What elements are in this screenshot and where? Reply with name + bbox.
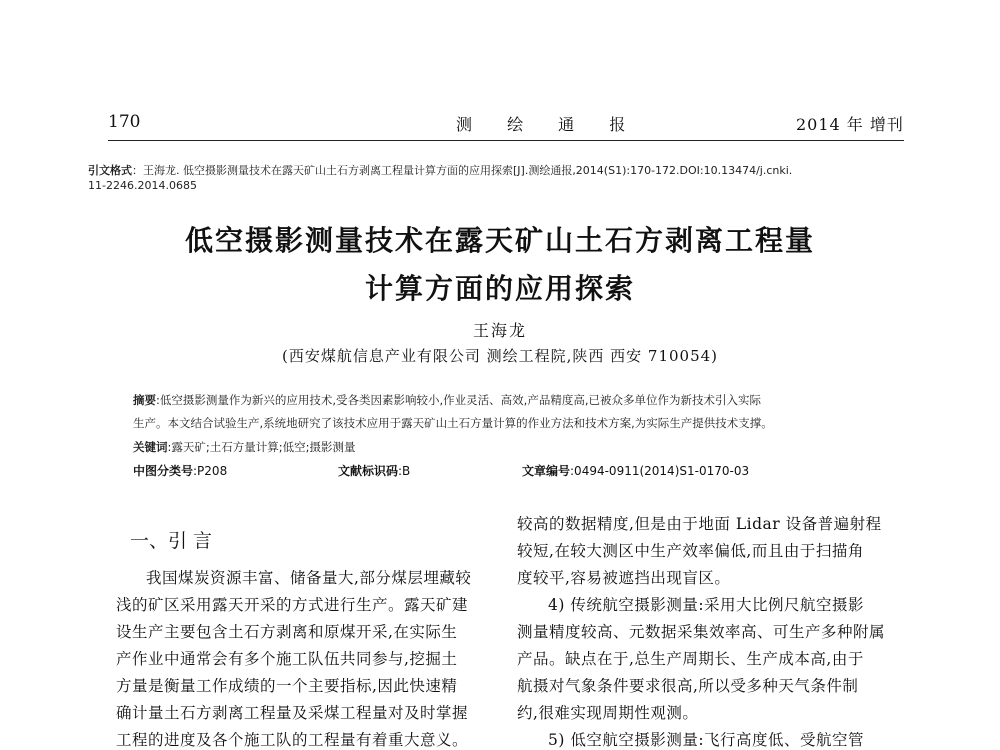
abstract-line-1	[133, 392, 761, 408]
left-col-line: 我国煤炭资源丰富、储备量大,部分煤层埋藏较	[146, 569, 472, 587]
doc-code-label: 文献标识码	[338, 464, 399, 478]
abstract-label: 摘要	[133, 393, 156, 407]
right-col-line: 产品。缺点在于,总生产周期长、生产成本高,由于	[517, 650, 864, 668]
citation-text-1: ：王海龙. 低空摄影测量技术在露天矿山土石方剥离工程量计算方面的应用探索[J].测绘通报,2014(S1):170-172.DOI:10.13474/j.cnki.	[132, 164, 793, 177]
right-col-line: 较高的数据精度,但是由于地面 Lidar 设备普遍射程	[517, 515, 882, 533]
left-col-line: 工程的进度及各个施工队的工程量有着重大意义。	[116, 731, 469, 749]
citation-line-2: 11-2246.2014.0685	[88, 179, 197, 192]
left-col-line: 设生产主要包含土石方剥离和原煤开采,在实际生	[116, 623, 458, 641]
doc-code-value: :B	[398, 464, 411, 478]
article-no-value: :0494-0911(2014)S1-0170-03	[570, 464, 750, 478]
citation-line-1	[88, 162, 792, 178]
title-line-2: 计算方面的应用探索	[364, 272, 635, 305]
article-no-label: 文章编号	[522, 464, 571, 478]
left-col-line: 方量是衡量工作成绩的一个主要指标,因此快速精	[116, 677, 458, 695]
right-col-line: 度较平,容易被遮挡出现盲区。	[517, 569, 731, 587]
keywords-text: :露天矿;土石方量计算;低空;摄影测量	[167, 440, 356, 454]
header-rule	[108, 140, 904, 141]
abstract-line-2: 生产。本文结合试验生产,系统地研究了该技术应用于露天矿山土石方量计算的作业方法和技术方案,为实际生产提供技术支撑。	[133, 416, 773, 430]
right-col-line: 较短,在较大测区中生产效率偏低,而且由于扫描角	[517, 542, 864, 560]
journal-name: 测 绘 通 报	[456, 115, 641, 134]
abstract-text-1: :低空摄影测量作为新兴的应用技术,受各类因素影响较小,作业灵活、高效,产品精度高,已被众多单位作为新技术引入实际	[156, 393, 761, 407]
right-col-line: 约,很难实现周期性观测。	[517, 704, 699, 722]
left-col-line: 确计量土石方剥离工程量及采煤工程量对及时掌握	[116, 704, 469, 722]
author: 王海龙	[472, 321, 527, 340]
right-col-line: 测量精度较高、元数据采集效率高、可生产多种附属	[517, 623, 886, 641]
issue-label: 2014 年 增刊	[796, 115, 904, 134]
section-heading: 一、引 言	[130, 530, 213, 552]
document-code	[338, 462, 410, 479]
keywords-label: 关键词	[133, 440, 168, 454]
clc-value: :P208	[193, 464, 228, 478]
title-line-1: 低空摄影测量技术在露天矿山土石方剥离工程量	[184, 224, 815, 257]
article-number	[522, 462, 749, 479]
page-number: 170	[108, 112, 141, 132]
affiliation: (西安煤航信息产业有限公司 测绘工程院,陕西 西安 710054)	[281, 347, 719, 365]
citation-label: 引文格式	[88, 164, 132, 177]
clc-label: 中图分类号	[133, 464, 194, 478]
right-col-line: 航摄对气象条件要求很高,所以受多种天气条件制	[517, 677, 859, 695]
left-col-line: 浅的矿区采用露天开采的方式进行生产。露天矿建	[116, 596, 469, 614]
left-col-line: 产作业中通常会有多个施工队伍共同参与,挖掘土	[116, 650, 458, 668]
right-col-line: 4) 传统航空摄影测量:采用大比例尺航空摄影	[548, 596, 865, 614]
right-col-line: 5) 低空航空摄影测量:飞行高度低、受航空管	[548, 731, 865, 749]
keywords	[133, 439, 356, 455]
clc-number	[133, 462, 227, 479]
